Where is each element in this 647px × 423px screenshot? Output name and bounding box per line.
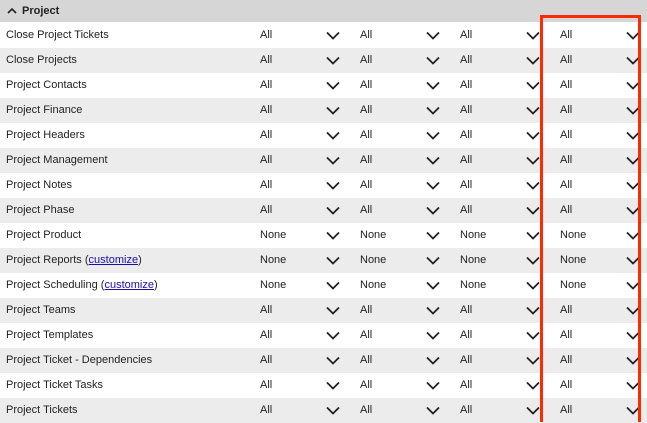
- chevron-down-icon: [426, 56, 440, 65]
- chevron-up-icon: [6, 5, 18, 17]
- select-value: None: [560, 279, 587, 291]
- chevron-down-icon: [326, 56, 340, 65]
- permission-select-col2[interactable]: [360, 123, 440, 148]
- chevron-down-icon: [326, 406, 340, 415]
- chevron-down-icon: [426, 331, 440, 340]
- chevron-down-icon: [526, 381, 540, 390]
- row-label: Project Ticket Tasks: [6, 379, 103, 391]
- permission-select-col3[interactable]: [460, 173, 540, 198]
- permission-select-col2[interactable]: [360, 98, 440, 123]
- select-value: All: [360, 54, 373, 66]
- select-value: All: [460, 129, 473, 141]
- chevron-down-icon: [426, 356, 440, 365]
- table-row: [0, 198, 647, 223]
- table-row: [0, 123, 647, 148]
- select-value: All: [360, 304, 373, 316]
- table-row: [0, 248, 647, 273]
- chevron-down-icon: [426, 181, 440, 190]
- row-label: Project Product: [6, 229, 82, 241]
- select-value: All: [460, 329, 473, 341]
- permission-select-col2[interactable]: [360, 273, 440, 298]
- table-row: [0, 398, 647, 423]
- select-value: All: [260, 54, 273, 66]
- chevron-down-icon: [626, 406, 640, 415]
- select-value: All: [460, 54, 473, 66]
- chevron-down-icon: [526, 31, 540, 40]
- select-value: All: [260, 204, 273, 216]
- chevron-down-icon: [626, 281, 640, 290]
- select-value: All: [260, 79, 273, 91]
- chevron-down-icon: [626, 181, 640, 190]
- permissions-table: [0, 23, 647, 423]
- permission-select-col1[interactable]: [260, 173, 340, 198]
- select-value: All: [460, 29, 473, 41]
- permission-select-col1[interactable]: [260, 123, 340, 148]
- permission-select-col4[interactable]: [560, 373, 640, 398]
- select-value: All: [560, 129, 573, 141]
- select-value: All: [560, 329, 573, 341]
- select-value: All: [460, 304, 473, 316]
- row-label: Project Finance: [6, 104, 83, 116]
- chevron-down-icon: [626, 56, 640, 65]
- permission-select-col1[interactable]: [260, 223, 340, 248]
- permission-select-col1[interactable]: [260, 48, 340, 73]
- select-value: All: [360, 204, 373, 216]
- chevron-down-icon: [626, 256, 640, 265]
- select-value: None: [260, 279, 287, 291]
- permission-select-col3[interactable]: [460, 48, 540, 73]
- select-value: All: [360, 29, 373, 41]
- table-row: [0, 98, 647, 123]
- permission-select-col4[interactable]: [560, 223, 640, 248]
- select-value: All: [360, 404, 373, 416]
- select-value: All: [360, 154, 373, 166]
- chevron-down-icon: [326, 356, 340, 365]
- permission-select-col4[interactable]: [560, 148, 640, 173]
- chevron-down-icon: [326, 281, 340, 290]
- chevron-down-icon: [526, 81, 540, 90]
- select-value: All: [560, 204, 573, 216]
- customize-link[interactable]: customize: [88, 254, 139, 266]
- select-value: All: [560, 404, 573, 416]
- customize-link[interactable]: customize: [104, 279, 154, 291]
- select-value: All: [460, 104, 473, 116]
- select-value: None: [360, 254, 387, 266]
- permission-select-col1[interactable]: [260, 273, 340, 298]
- permission-select-col2[interactable]: [360, 48, 440, 73]
- select-value: All: [260, 129, 273, 141]
- permission-select-col1[interactable]: [260, 398, 340, 423]
- select-value: All: [460, 404, 473, 416]
- chevron-down-icon: [326, 256, 340, 265]
- chevron-down-icon: [326, 381, 340, 390]
- chevron-down-icon: [526, 306, 540, 315]
- chevron-down-icon: [426, 381, 440, 390]
- chevron-down-icon: [426, 156, 440, 165]
- chevron-down-icon: [326, 131, 340, 140]
- chevron-down-icon: [526, 406, 540, 415]
- permission-select-col3[interactable]: [460, 248, 540, 273]
- permission-select-col4[interactable]: [560, 48, 640, 73]
- chevron-down-icon: [526, 56, 540, 65]
- select-value: All: [360, 104, 373, 116]
- permission-select-col2[interactable]: [360, 148, 440, 173]
- permission-select-col3[interactable]: [460, 123, 540, 148]
- select-value: All: [460, 379, 473, 391]
- select-value: All: [560, 154, 573, 166]
- permission-select-col4[interactable]: [560, 23, 640, 48]
- select-value: None: [460, 229, 487, 241]
- permission-select-col2[interactable]: [360, 73, 440, 98]
- permission-select-col1[interactable]: [260, 248, 340, 273]
- chevron-down-icon: [426, 131, 440, 140]
- select-value: All: [560, 79, 573, 91]
- row-label: Project Ticket - Dependencies: [6, 354, 153, 366]
- select-value: All: [360, 354, 373, 366]
- select-value: None: [360, 279, 387, 291]
- permission-select-col4[interactable]: [560, 348, 640, 373]
- row-label: Project Templates: [6, 329, 94, 341]
- permission-select-col3[interactable]: [460, 148, 540, 173]
- select-value: All: [360, 379, 373, 391]
- permission-select-col1[interactable]: [260, 298, 340, 323]
- chevron-down-icon: [526, 181, 540, 190]
- select-value: All: [260, 179, 273, 191]
- section-title: Project: [22, 5, 60, 17]
- permission-select-col3[interactable]: [460, 73, 540, 98]
- permission-select-col1[interactable]: [260, 23, 340, 48]
- table-row: [0, 23, 647, 48]
- chevron-down-icon: [426, 81, 440, 90]
- select-value: All: [560, 379, 573, 391]
- select-value: All: [360, 129, 373, 141]
- permission-select-col1[interactable]: [260, 73, 340, 98]
- permission-select-col3[interactable]: [460, 373, 540, 398]
- permission-select-col4[interactable]: [560, 323, 640, 348]
- select-value: All: [460, 354, 473, 366]
- chevron-down-icon: [326, 106, 340, 115]
- permission-select-col3[interactable]: [460, 223, 540, 248]
- permission-select-col4[interactable]: [560, 273, 640, 298]
- row-label: Project Reports (customize): [6, 254, 142, 266]
- chevron-down-icon: [626, 331, 640, 340]
- select-value: All: [260, 304, 273, 316]
- chevron-down-icon: [526, 281, 540, 290]
- row-label: Project Tickets: [6, 404, 78, 416]
- chevron-down-icon: [426, 406, 440, 415]
- chevron-down-icon: [426, 231, 440, 240]
- chevron-down-icon: [626, 81, 640, 90]
- chevron-down-icon: [426, 306, 440, 315]
- select-value: All: [560, 179, 573, 191]
- row-label: Close Projects: [6, 54, 77, 66]
- permission-select-col2[interactable]: [360, 223, 440, 248]
- chevron-down-icon: [326, 231, 340, 240]
- permission-select-col4[interactable]: [560, 298, 640, 323]
- chevron-down-icon: [526, 206, 540, 215]
- row-label: Close Project Tickets: [6, 29, 109, 41]
- permission-select-col2[interactable]: [360, 373, 440, 398]
- chevron-down-icon: [326, 156, 340, 165]
- row-label: Project Scheduling (customize): [6, 279, 158, 291]
- permission-select-col2[interactable]: [360, 23, 440, 48]
- select-value: None: [560, 254, 587, 266]
- permission-select-col4[interactable]: [560, 73, 640, 98]
- permission-select-col4[interactable]: [560, 173, 640, 198]
- select-value: All: [360, 329, 373, 341]
- permission-select-col2[interactable]: [360, 298, 440, 323]
- permission-select-col4[interactable]: [560, 123, 640, 148]
- chevron-down-icon: [626, 106, 640, 115]
- chevron-down-icon: [426, 106, 440, 115]
- table-row: [0, 373, 647, 398]
- chevron-down-icon: [326, 31, 340, 40]
- permission-select-col3[interactable]: [460, 348, 540, 373]
- chevron-down-icon: [526, 231, 540, 240]
- chevron-down-icon: [426, 256, 440, 265]
- select-value: All: [460, 79, 473, 91]
- table-row: [0, 73, 647, 98]
- permission-select-col3[interactable]: [460, 298, 540, 323]
- select-value: All: [460, 204, 473, 216]
- table-row: [0, 223, 647, 248]
- permission-select-col1[interactable]: [260, 348, 340, 373]
- chevron-down-icon: [526, 331, 540, 340]
- permission-select-col1[interactable]: [260, 198, 340, 223]
- table-row: [0, 48, 647, 73]
- permission-select-col2[interactable]: [360, 398, 440, 423]
- select-value: All: [260, 379, 273, 391]
- select-value: None: [360, 229, 387, 241]
- row-label: Project Phase: [6, 204, 75, 216]
- chevron-down-icon: [326, 306, 340, 315]
- table-row: [0, 173, 647, 198]
- select-value: All: [560, 29, 573, 41]
- permission-select-col2[interactable]: [360, 198, 440, 223]
- chevron-down-icon: [426, 281, 440, 290]
- chevron-down-icon: [626, 381, 640, 390]
- chevron-down-icon: [526, 131, 540, 140]
- select-value: All: [360, 79, 373, 91]
- select-value: None: [260, 229, 287, 241]
- permission-select-col4[interactable]: [560, 248, 640, 273]
- chevron-down-icon: [626, 306, 640, 315]
- permission-select-col3[interactable]: [460, 98, 540, 123]
- permission-select-col4[interactable]: [560, 98, 640, 123]
- row-label: Project Contacts: [6, 79, 87, 91]
- chevron-down-icon: [426, 206, 440, 215]
- table-row: [0, 298, 647, 323]
- chevron-down-icon: [526, 356, 540, 365]
- permission-select-col1[interactable]: [260, 148, 340, 173]
- row-label: Project Notes: [6, 179, 73, 191]
- select-value: None: [460, 254, 487, 266]
- select-value: All: [560, 304, 573, 316]
- permission-select-col1[interactable]: [260, 98, 340, 123]
- permission-select-col1[interactable]: [260, 323, 340, 348]
- chevron-down-icon: [626, 156, 640, 165]
- select-value: All: [560, 54, 573, 66]
- chevron-down-icon: [426, 31, 440, 40]
- permission-select-col3[interactable]: [460, 23, 540, 48]
- permission-select-col3[interactable]: [460, 273, 540, 298]
- chevron-down-icon: [626, 356, 640, 365]
- select-value: All: [260, 329, 273, 341]
- select-value: All: [260, 154, 273, 166]
- select-value: All: [260, 354, 273, 366]
- permission-select-col4[interactable]: [560, 198, 640, 223]
- select-value: All: [560, 104, 573, 116]
- row-label: Project Management: [6, 154, 108, 166]
- select-value: None: [560, 229, 587, 241]
- chevron-down-icon: [626, 131, 640, 140]
- select-value: All: [260, 104, 273, 116]
- permission-select-col2[interactable]: [360, 323, 440, 348]
- table-row: [0, 348, 647, 373]
- chevron-down-icon: [626, 31, 640, 40]
- chevron-down-icon: [626, 231, 640, 240]
- section-header-project[interactable]: [0, 0, 647, 22]
- row-label: Project Teams: [6, 304, 76, 316]
- select-value: All: [460, 179, 473, 191]
- permission-select-col2[interactable]: [360, 348, 440, 373]
- chevron-down-icon: [326, 81, 340, 90]
- select-value: All: [560, 354, 573, 366]
- permission-select-col2[interactable]: [360, 248, 440, 273]
- select-value: None: [460, 279, 487, 291]
- chevron-down-icon: [526, 256, 540, 265]
- chevron-down-icon: [526, 156, 540, 165]
- row-label: Project Headers: [6, 129, 85, 141]
- select-value: None: [260, 254, 287, 266]
- permission-select-col3[interactable]: [460, 198, 540, 223]
- table-row: [0, 148, 647, 173]
- select-value: All: [460, 154, 473, 166]
- permission-select-col1[interactable]: [260, 373, 340, 398]
- select-value: All: [260, 29, 273, 41]
- permission-select-col3[interactable]: [460, 398, 540, 423]
- chevron-down-icon: [526, 106, 540, 115]
- chevron-down-icon: [626, 206, 640, 215]
- select-value: All: [360, 179, 373, 191]
- chevron-down-icon: [326, 331, 340, 340]
- table-row: [0, 273, 647, 298]
- select-value: All: [260, 404, 273, 416]
- permission-select-col4[interactable]: [560, 398, 640, 423]
- chevron-down-icon: [326, 206, 340, 215]
- table-row: [0, 323, 647, 348]
- permission-select-col3[interactable]: [460, 323, 540, 348]
- chevron-down-icon: [326, 181, 340, 190]
- permission-select-col2[interactable]: [360, 173, 440, 198]
